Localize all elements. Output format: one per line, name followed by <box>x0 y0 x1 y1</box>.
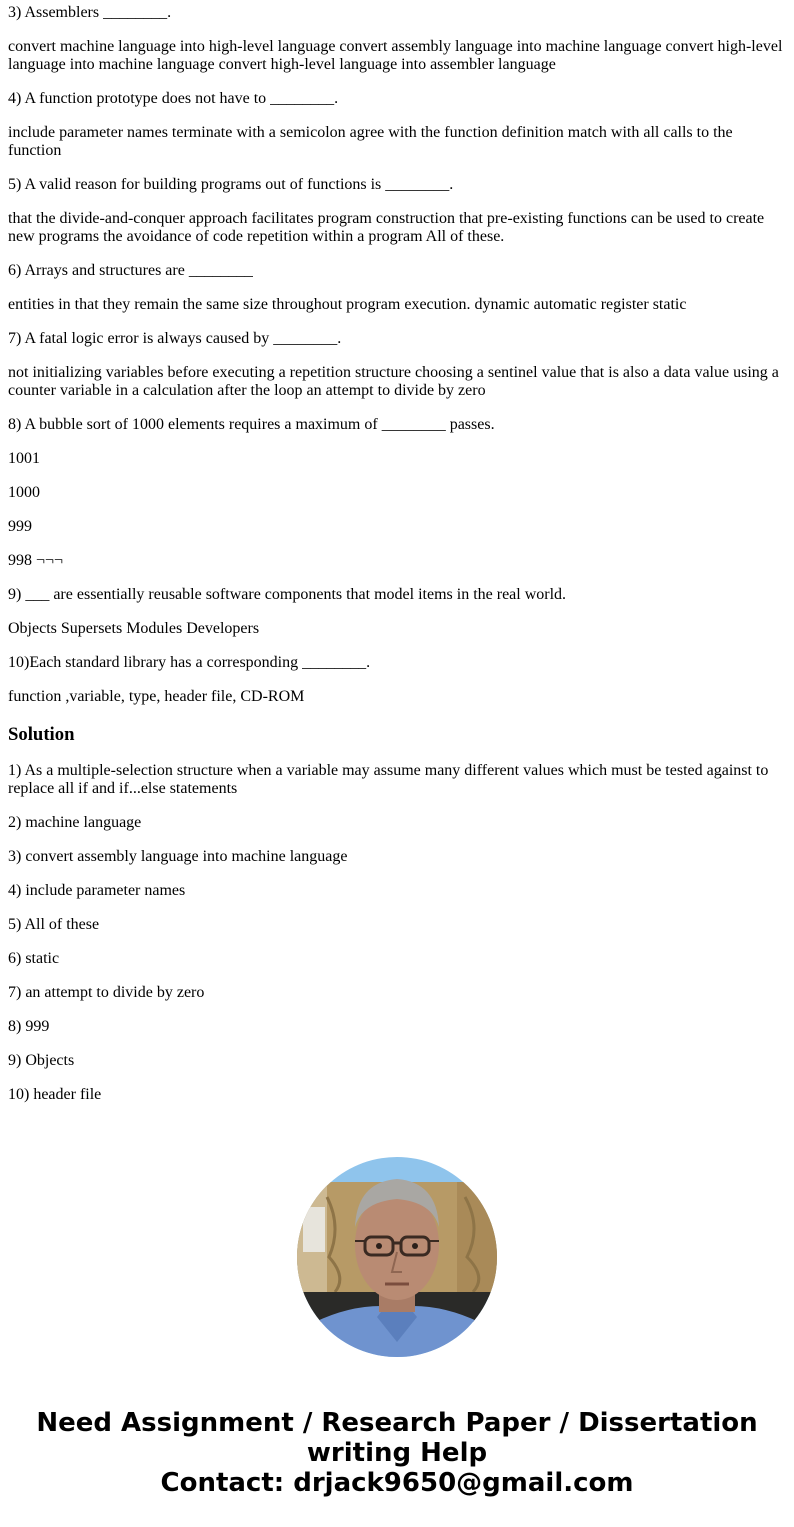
question-8-option-c: 999 <box>8 518 32 535</box>
question-10-prompt: 10)Each standard library has a corresponding ________. <box>8 654 371 671</box>
question-5-prompt: 5) A valid reason for building programs out of functions is ________. <box>8 176 454 193</box>
avatar <box>297 1157 497 1357</box>
promo-line-1: Need Assignment / Research Paper / Dissertation <box>36 1408 758 1438</box>
question-9-options: Objects Supersets Modules Developers <box>8 620 260 637</box>
question-6-options: entities in that they remain the same size throughout program execution. dynamic automatic register static <box>8 296 687 313</box>
answer-3: 3) convert assembly language into machine language <box>8 848 348 865</box>
answer-2: 2) machine language <box>8 814 142 831</box>
question-10-options: function ,variable, type, header file, CD-ROM <box>8 688 305 705</box>
answer-8: 8) 999 <box>8 1018 50 1035</box>
question-7-options: not initializing variables before executing a repetition structure choosing a sentinel value that is also a data value using a counter variable in a calculation after the loop an attempt to divide by zero <box>8 364 779 399</box>
promo-contact: Contact: drjack9650@gmail.com <box>160 1468 634 1498</box>
question-3-options: convert machine language into high-level language convert assembly language into machine language convert high-level language into machine language convert high-level language into assembler language <box>8 38 783 73</box>
question-9-prompt: 9) ___ are essentially reusable software components that model items in the real world. <box>8 586 567 603</box>
answer-5: 5) All of these <box>8 916 100 933</box>
question-7-prompt: 7) A fatal logic error is always caused by ________. <box>8 330 342 347</box>
promo-line-2: writing Help <box>306 1438 488 1468</box>
solution-heading: Solution <box>8 724 75 745</box>
question-4-prompt: 4) A function prototype does not have to ________. <box>8 90 339 107</box>
question-8-option-b: 1000 <box>8 484 40 501</box>
answer-4: 4) include parameter names <box>8 882 186 899</box>
question-8-option-a: 1001 <box>8 450 40 467</box>
question-4-options: include parameter names terminate with a semicolon agree with the function definition match with all calls to the function <box>8 124 733 159</box>
answer-1: 1) As a multiple-selection structure when a variable may assume many different values which must be tested against to replace all if and if...else statements <box>8 762 769 797</box>
answer-6: 6) static <box>8 950 60 967</box>
question-5-options: that the divide-and-conquer approach facilitates program construction that pre-existing functions can be used to create new programs the avoidance of code repetition within a program All of these. <box>8 210 765 245</box>
answer-9: 9) Objects <box>8 1052 75 1069</box>
question-6-prompt: 6) Arrays and structures are ________ <box>8 262 253 279</box>
promo-banner <box>0 1408 794 1498</box>
question-8-prompt: 8) A bubble sort of 1000 elements requires a maximum of ________ passes. <box>8 416 495 433</box>
portrait-photo-icon <box>297 1157 497 1357</box>
answer-10: 10) header file <box>8 1086 102 1103</box>
document-body <box>0 4 794 1104</box>
question-3-prompt: 3) Assemblers ________. <box>8 4 172 21</box>
question-8-option-d: 998 ¬¬¬ <box>8 552 64 569</box>
answer-7: 7) an attempt to divide by zero <box>8 984 205 1001</box>
